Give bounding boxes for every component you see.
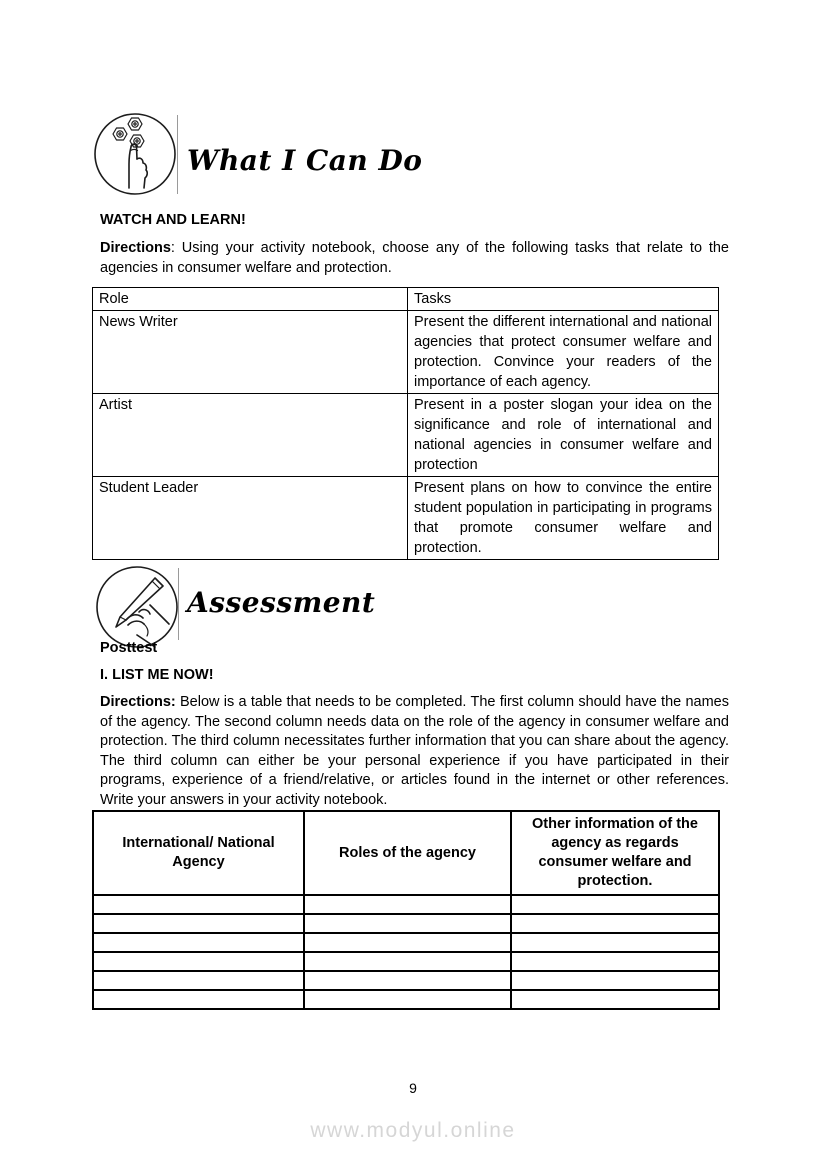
answer-cell [93,895,304,914]
answer-cell [93,933,304,952]
role-column-header: Role [93,288,408,311]
empty-answer-row [93,933,719,952]
answer-cell [511,990,719,1009]
agency-column-header: International/ National Agency [93,811,304,895]
section-title-what-i-can-do: What I Can Do [187,144,423,177]
answer-cell [93,971,304,990]
role-cell: News Writer [93,311,408,394]
list-me-now-heading: I. LIST ME NOW! [100,667,214,683]
roles-column-header: Roles of the agency [304,811,511,895]
answer-cell [511,952,719,971]
empty-answer-row [93,990,719,1009]
role-cell: Artist [93,394,408,477]
empty-answer-row [93,895,719,914]
answer-cell [304,933,511,952]
answer-cell [511,895,719,914]
answer-cell [511,971,719,990]
table-row [93,477,719,560]
answer-cell [93,990,304,1009]
answer-cell [304,914,511,933]
section-title-assessment: Assessment [187,586,376,619]
tasks-cell: Present plans on how to convince the entire student population in participating in programs that promote consumer welfare and protection. [408,477,719,560]
table-row [93,394,719,477]
hand-with-string-reminder-icon [93,112,177,196]
table-header-row [93,811,719,895]
empty-answer-row [93,914,719,933]
answer-cell [511,914,719,933]
tasks-column-header: Tasks [408,288,719,311]
page-number: 9 [409,1080,417,1096]
directions-paragraph-2 [100,693,729,811]
answer-cell [511,933,719,952]
watch-and-learn-heading: WATCH AND LEARN! [100,212,246,228]
table-header-row [93,288,719,311]
directions-paragraph-1 [100,239,729,278]
section-divider-line [178,568,179,640]
answer-cell [93,914,304,933]
role-cell: Student Leader [93,477,408,560]
empty-answer-row [93,971,719,990]
watermark-text: www.modyul.online [310,1119,516,1142]
tasks-cell: Present in a poster slogan your idea on the significance and role of international and national agencies in consumer welfare and protection [408,394,719,477]
directions-label: Directions [100,240,171,256]
writing-hand-pencil-icon [95,565,179,649]
directions-label: Directions: [100,694,176,710]
roles-tasks-table [92,287,719,560]
tasks-cell: Present the different international and national agencies that protect consumer welfare and protection. Convince your readers of the importance of each agency. [408,311,719,394]
empty-answer-row [93,952,719,971]
directions-text: Below is a table that needs to be completed. The first column should have the names of the agency. The second column needs data on the role of the agency in consumer welfare and protection. The third column necessitates further information that you can share about the agency. The third column can either be your personal experience if you have participated in their programs, experience of a friend/relative, or articles found in the internet or other references. Write your answers in your activity notebook. [100,694,729,808]
section-divider-line [177,115,178,194]
other-info-column-header: Other information of the agency as regards consumer welfare and protection. [511,811,719,895]
table-row [93,311,719,394]
answer-cell [304,895,511,914]
posttest-subheading: Posttest [100,640,158,656]
answer-cell [304,952,511,971]
directions-text: : Using your activity notebook, choose any of the following tasks that relate to the agencies in consumer welfare and protection. [100,240,729,276]
answer-cell [93,952,304,971]
agency-fill-in-table [92,810,720,1010]
answer-cell [304,990,511,1009]
answer-cell [304,971,511,990]
